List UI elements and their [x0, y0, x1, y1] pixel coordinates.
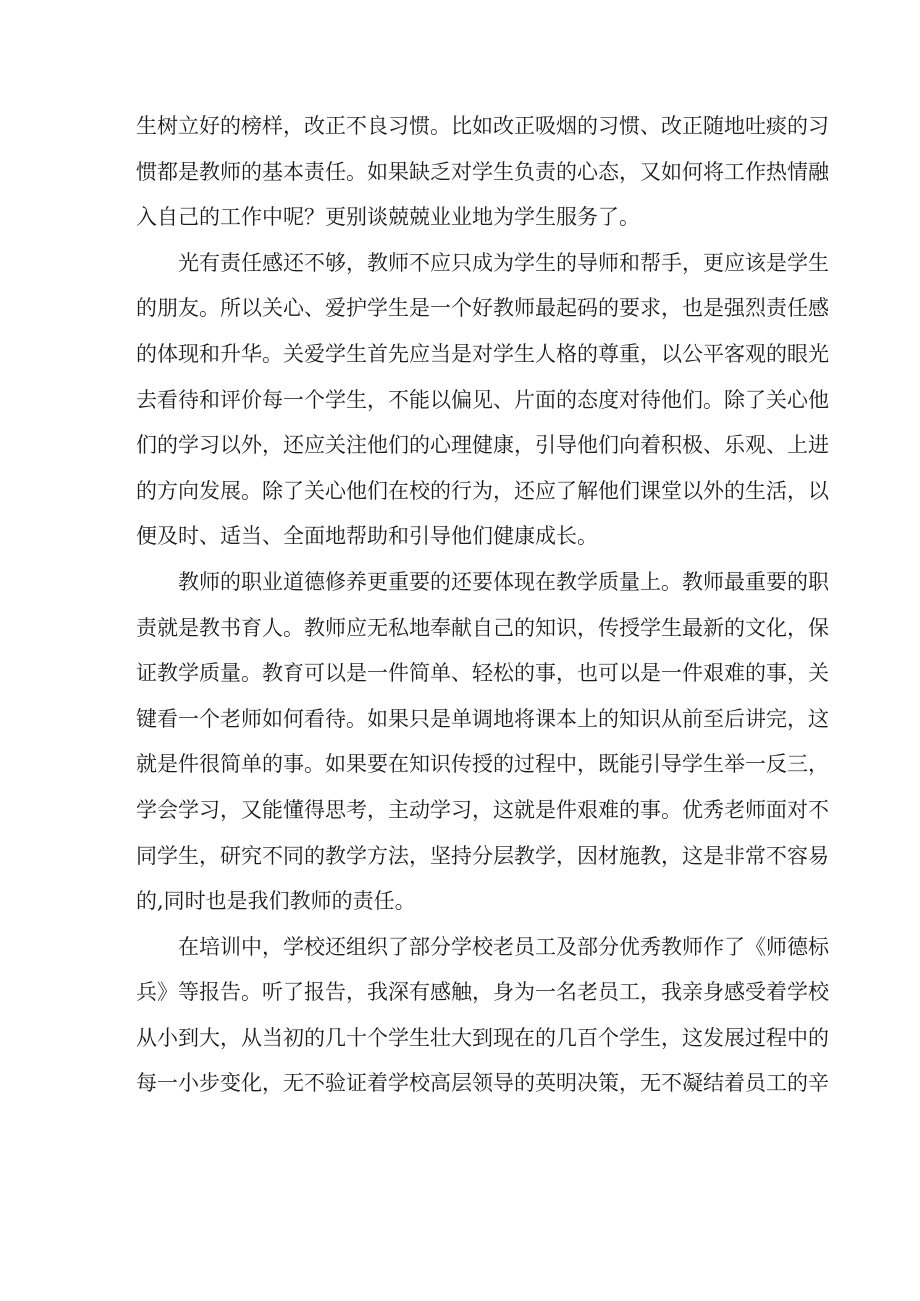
text-line: 从小到大，从当初的几十个学生壮大到现在的几百个学生，这发展过程中的: [136, 1025, 829, 1050]
text-line: 便及时、适当、全面地帮助和引导他们健康成长。: [136, 524, 598, 549]
text-line: 生树立好的榜样，改正不良习惯。比如改正吸烟的习惯、改正随地吐痰的习: [136, 114, 829, 138]
paragraph-1: [136, 104, 829, 241]
text-line: 证教学质量。教育可以是一件简单、轻松的事，也可以是一件艰难的事，关: [136, 661, 829, 686]
text-line: 学会学习，又能懂得思考，主动学习，这就是件艰难的事。优秀老师面对不: [136, 797, 829, 822]
text-line: 的朋友。所以关心、爱护学生是一个好教师最起码的要求，也是强烈责任感: [136, 296, 829, 321]
text-line: 惯都是教师的基本责任。如果缺乏对学生负责的心态，又如何将工作热情融: [136, 159, 829, 184]
paragraph-4: [136, 925, 829, 1107]
text-line: 责就是教书育人。教师应无私地奉献自己的知识，传授学生最新的文化，保: [136, 615, 829, 640]
text-line: 的方向发展。除了关心他们在校的行为，还应了解他们课堂以外的生活，以: [136, 478, 829, 503]
paragraph-2: [136, 241, 829, 560]
paragraph-3: [136, 560, 829, 925]
text-line: 的体现和升华。关爱学生首先应当是对学生人格的尊重，以公平客观的眼光: [136, 341, 829, 366]
text-line: 的,同时也是我们教师的责任。: [136, 889, 416, 914]
text-line: 教师的职业道德修养更重要的还要体现在教学质量上。教师最重要的职: [178, 569, 829, 594]
text-line: 去看待和评价每一个学生，不能以偏见、片面的态度对待他们。除了关心他: [136, 387, 829, 412]
document-body: [136, 104, 829, 1107]
text-line: 们的学习以外，还应关注他们的心理健康，引导他们向着积极、乐观、上进: [136, 433, 829, 458]
text-line: 每一小步变化，无不验证着学校高层领导的英明决策，无不凝结着员工的辛: [136, 1071, 829, 1096]
text-line: 入自己的工作中呢？更别谈兢兢业业地为学生服务了。: [136, 205, 640, 230]
text-line: 就是件很简单的事。如果要在知识传授的过程中，既能引导学生举一反三，: [136, 752, 829, 777]
text-line: 键看一个老师如何看待。如果只是单调地将课本上的知识从前至后讲完，这: [136, 706, 829, 731]
text-line: 光有责任感还不够，教师不应只成为学生的导师和帮手，更应该是学生: [178, 250, 829, 275]
text-line: 同学生，研究不同的教学方法，坚持分层教学，因材施教，这是非常不容易: [136, 843, 829, 868]
text-line: 兵》等报告。听了报告，我深有感触，身为一名老员工，我亲身感受着学校: [136, 980, 829, 1005]
text-line: 在培训中，学校还组织了部分学校老员工及部分优秀教师作了《师德标: [178, 934, 829, 959]
